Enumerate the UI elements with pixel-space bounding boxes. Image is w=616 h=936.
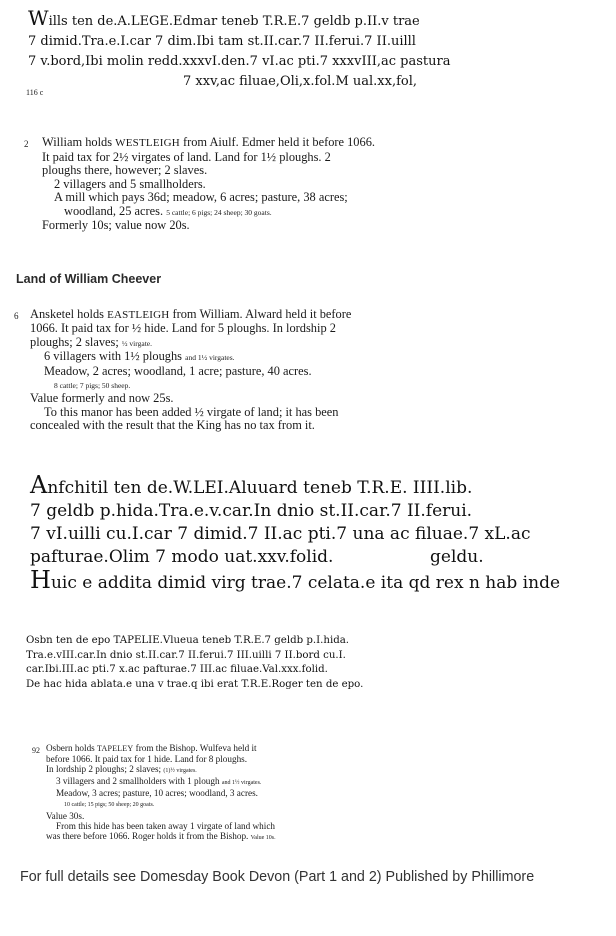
text-line: In lordship 2 ploughs; 2 slaves; (1)½ virgates. — [46, 764, 197, 775]
text-line: From this hide has been taken away 1 virgate of land which — [56, 820, 275, 831]
text-line: before 1066. It paid tax for 1 hide. Land for 8 ploughs. — [46, 754, 248, 765]
livestock-note: 5 cattle; 6 pigs; 24 sheep; 30 goats. — [166, 207, 272, 217]
latin-line: Osbn ten de epo TAPELIE.Vlueua teneb T.R.E.7 geldb p.I.hida. — [26, 635, 350, 646]
text-line: Meadow, 3 acres; pasture, 10 acres; woodland, 3 acres. — [56, 788, 258, 799]
latin-line: pafturae.Olim 7 modo uat.xxv.folid. geldu. — [30, 547, 484, 567]
marginal-note: geldu. — [430, 547, 484, 567]
latin-entry-eastleigh — [30, 471, 561, 595]
livestock-note: 8 cattle; 7 pigs; 50 sheep. — [54, 381, 131, 391]
text-line: Value 30s. — [46, 810, 85, 821]
latin-line: 7 dimid.Tra.e.I.car 7 dim.Ibi tam st.II.car.7 II.ferui.7 II.uilll — [28, 34, 416, 49]
latin-line: car.Ibi.III.ac pti.7 x.ac pafturae.7 III.ac filuae.Val.xxx.folid. — [26, 664, 328, 675]
latin-line: 7 geldb p.hida.Tra.e.v.car.In dnio st.II.car.7 II.ferui. — [30, 501, 473, 521]
text-line: ploughs there, however; 2 slaves. — [42, 163, 208, 177]
text-line: 2 villagers and 5 smallholders. — [54, 176, 206, 191]
entry-number: 6 — [14, 311, 19, 321]
text-line: Value formerly and now 25s. — [30, 391, 174, 406]
entry-number: 2 — [24, 139, 29, 149]
english-entry-westleigh — [42, 136, 375, 233]
text-line: It paid tax for 2½ virgates of land. Land for 1½ ploughs. 2 — [42, 149, 331, 164]
text-line: Meadow, 2 acres; woodland, 1 acre; pasture, 40 acres. — [44, 363, 312, 378]
latin-entry-westleigh — [28, 8, 450, 92]
latin-line: Wills ten de.A.LEGE.Edmar teneb T.R.E.7 geldb p.II.v trae — [28, 6, 420, 30]
english-entry-eastleigh — [30, 308, 351, 433]
text-line: William holds WESTLEIGH from Aiulf. Edmer held it before 1066. — [42, 135, 375, 149]
text-line — [46, 798, 276, 810]
latin-entry-tapeley — [26, 634, 363, 692]
drop-initial: H — [30, 566, 51, 594]
text-line: concealed with the result that the King has no tax from it. — [30, 418, 315, 433]
drop-initial: A — [30, 471, 48, 499]
livestock-note: 10 cattle; 15 pigs; 50 sheep; 20 goats. — [64, 802, 155, 809]
text-line: A mill which pays 36d; meadow, 6 acres; pasture, 38 acres; — [54, 190, 348, 204]
section-heading: Land of William Cheever — [16, 272, 162, 286]
text-line: To this manor has been added ½ virgate of land; it has been — [44, 404, 339, 419]
latin-line: 7 vI.uilli cu.I.car 7 dimid.7 II.ac pti.7 una ac filuae.7 xL.ac — [30, 524, 531, 544]
text-line: Ansketel holds EASTLEIGH from William. Alward held it before — [30, 307, 352, 321]
text-line: 1066. It paid tax for ½ hide. Land for 5 ploughs. In lordship 2 — [30, 321, 336, 336]
latin-line: Tra.e.vIII.car.In dnio st.II.car.7 II.ferui.7 III.uilli 7 II.bord cu.I. — [26, 649, 346, 661]
latin-line: De hac hida ablata.e una v trae.q ibi erat T.R.E.Roger ten de epo. — [26, 678, 364, 690]
latin-line: 7 xxv,ac filuae,Oli,x.fol.M ual.xx,fol, — [183, 74, 418, 89]
entry-number: 92 — [32, 746, 40, 755]
text-line: Formerly 10s; value now 20s. — [42, 218, 190, 232]
text-line: was there before 1066. Roger holds it from the Bishop. Value 10s. — [46, 830, 276, 841]
english-entry-tapeley — [46, 743, 276, 843]
latin-line: 7 v.bord,Ibi molin redd.xxxvI.den.7 vI.ac pti.7 xxxvIII,ac pastura — [28, 54, 451, 69]
latin-line: Huic e addita dimid virg trae.7 celata.e ita qd rex n hab inde — [30, 566, 561, 594]
text-line: 3 villagers and 2 smallholders with 1 plough and 1½ virgates. — [56, 776, 262, 787]
text-line — [30, 378, 351, 392]
text-line: Osbern holds TAPELEY from the Bishop. Wulfeva held it — [46, 743, 257, 753]
drop-initial: W — [28, 6, 49, 30]
text-line: 6 villagers with 1½ ploughs and 1½ virgates. — [44, 349, 235, 364]
folio-reference: 116 c — [26, 88, 44, 97]
text-line: ploughs; 2 slaves; ½ virgate. — [30, 334, 152, 349]
text-line: woodland, 25 acres. 5 cattle; 6 pigs; 24 sheep; 30 goats. — [64, 203, 272, 218]
footer-credit: For full details see Domesday Book Devon (Part 1 and 2) Published by Phillimore — [20, 869, 535, 885]
latin-line: Anfchitil ten de.W.LEI.Aluuard teneb T.R.E. IIII.lib. — [30, 471, 473, 499]
